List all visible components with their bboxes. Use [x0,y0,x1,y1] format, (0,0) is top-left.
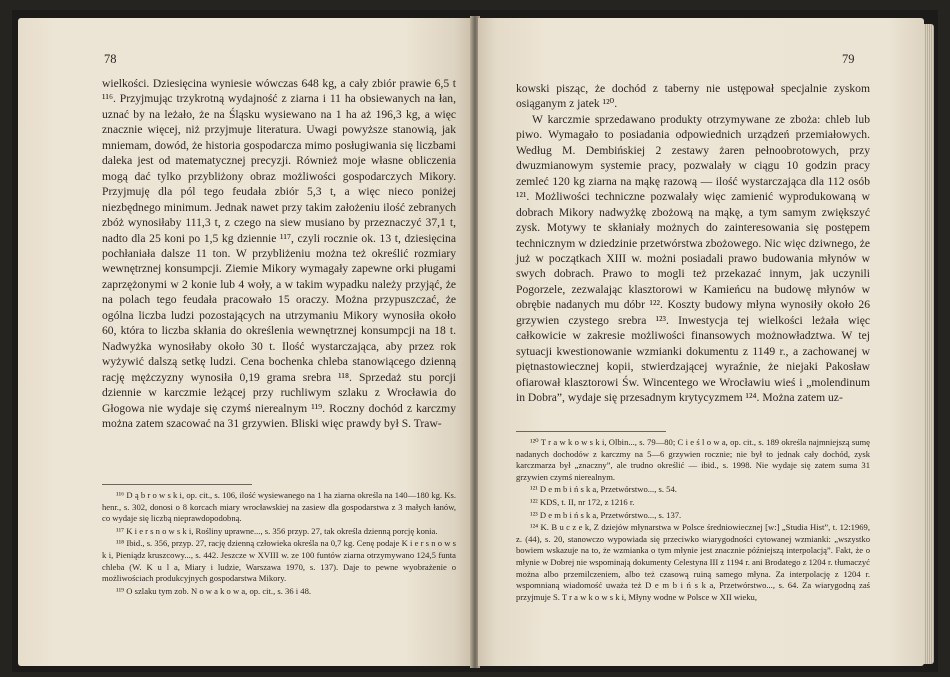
open-book [12,10,938,672]
footnote-122: ¹²² KDS, t. II, nr 172, z 1216 r. [530,496,635,507]
footnote-rule [102,484,252,485]
right-paragraph-1: kowski pisząc, że dochód z taberny nie ustępował specjalnie zyskom osiąganym z jatek ¹²⁰. [516,82,870,111]
footnote-120: ¹²⁰ T r a w k o w s k i, Olbin..., s. 79—80; C i e ś l o w a, op. cit., s. 189 określa najmniejszą sumę nadanych dochodów z karczmy na 5—6 grzywien rocznie; nie był to jednak cały dochód, zysk karczmarza był „znaczny”, ale trudno określić — ibid., s. 1998. Nie wydaje się zatem suma 31 grzywien czymś nierealnym. [516,437,870,482]
footnote-121: ¹²¹ D e m b i ń s k a, Przetwórstwo..., s. 54. [530,484,677,495]
footnote-116: ¹¹⁶ D ą b r o w s k i, op. cit., s. 106, ilość wysiewanego na 1 ha ziarna określa na 140—180 kg. Ks. henr., s. 302, donosi o 8 korcach miary wrocławskiej na zasiew dla gospodarstwa z 3 małych łanów, co wydaje się liczbą nieprawdopodobną. [102,490,456,524]
right-paragraph-2: W karczmie sprzedawano produkty otrzymywane ze zboża: chleb lub piwo. Wymagało to posiadania odpowiednich urządzeń przemiałowych. Według M. Dembińskiej 2 zestawy żaren pełnoobrotowych, przy dwuzmianowym systemie pracy, pozwalały w ciągu 10 godzin pracy zemleć 120 kg ziarna na mąkę razową — ilość wystarczająca dla 112 osób ¹²¹. Możliwości techniczne pozwalały więc zamienić wyprodukowaną w dobrach Mikory nadwyżkę zbożową na mąkę, a tym samym zwiększyć zysk. Motywy te skłaniały możnych do zainteresowania się postępem technicznym w dziedzinie przetwórstwa zbożowego. Nic więc dziwnego, że już w początkach XIII w. możni posiadali prawo budowania młynów w swych dobrach. Prawo to mogli też przekazać innym, jak uczynili Pogorzele, zezwalając klasztorowi w Kamieńcu na budowę młynów w obrębie nadanych mu dóbr ¹²². Koszty budowy młyna wynosiły około 26 grzywien czystego srebra ¹²³. Inwestycja tej wielkości leżała więc całkowicie w zakresie możliwości finansowych możnowładztwa. W tej sytuacji kwestionowanie wzmianki dokumentu z 1149 r., a zachowanej w piętnastowiecznej kopii, stwierdzającej wyraźnie, że niejaki Pakosław ofiarował klasztorowi Św. Wincentego we Wrocławiu wieś i „molendinum in Dobra”, wydaje się przesadnym krytycyzmem ¹²⁴. Można zatem uz- [516,112,870,405]
left-page [18,18,473,666]
footnote-rule [516,431,666,432]
left-footnotes [102,484,456,598]
page-number-right: 79 [842,52,855,66]
right-body-text [516,81,870,406]
footnote-123: ¹²³ D e m b i ń s k a, Przetwórstwo..., s. 137. [530,509,682,520]
footnote-119: ¹¹⁹ O szlaku tym zob. N o w a k o w a, op. cit., s. 36 i 48. [116,585,312,596]
right-page [478,18,924,666]
footnote-118: ¹¹⁸ Ibid., s. 356, przyp. 27, rację dzienną człowieka określa na 0,7 kg. Cenę podaje K i e r s n o w s k i, Pieniądz kruszcowy..., s. 442. Jeszcze w XVIII w. ze 100 funtów ziarna otrzymywano 124,5 funta chleba (W. K u l a, Miary i ludzie, Warszawa 1970, s. 137). Daje to pewne wyobrażenie o możliwościach produkcyjnych gospodarstwa Mikory. [102,538,456,584]
left-body-text [102,76,456,431]
right-footnotes [516,431,870,604]
page-number-left: 78 [104,52,117,66]
footnote-117: ¹¹⁷ K i e r s n o w s k i, Rośliny uprawne..., s. 356 przyp. 27, tak określa dzienną porcję konia. [116,525,438,536]
footnote-124: ¹²⁴ K. B u c z e k, Z dziejów młynarstwa w Polsce średniowiecznej [w:] „Studia Hist”, t. 12:1969, z. (44), s. 20, stanowczo wypowiada się przeciwko wiarygodności cytowanej wzmianki: „wszystko bowiem wskazuje na to, że wzmianka o tym młynie jest znacznie późniejszą interpolacją”. Fakt, że o młynie w Dobrej nie wspominają dokumenty Celestyna III z 1194 r. ani Brodatego z 1204 r. tłumaczyć można albo przemilczeniem, albo też czasową ruiną samego młyna. Za interpolację z 1204 r. wspomnianą wiadomość uważa też D e m b i ń s k a, Przetwórstwo..., s. 64. Za wiarygodną zaś przyjmuje S. T r a w k o w s k i, Młyny wodne w Polsce w XII wieku, [516,522,870,602]
left-paragraph-1: wielkości. Dziesięcina wyniesie wówczas 648 kg, a cały zbiór prawie 6,5 t ¹¹⁶. Przyjmując trzykrotną wydajność z ziarna i 11 ha obsiewanych na łan, uznać by na leżało, że na Śląsku wysiewano na 1 ha aż 196,3 kg, a więc znacznie więcej, niż przyjmuje literatura. Uwagi powyższe stanowią, jak mniemam, dowód, że historia gospodarcza mimo posługiwania się liczbami daleka jest od matematycznej precyzji. Również moje własne obliczenia mogą dać tylko przybliżony obraz możliwości gospodarczych Mikory. Przyjmuję dla pól tego feudała zbiór 5,3 t, a więc nieco poniżej niezbędnego minimum. Jednak nawet przy takim założeniu ilość zebranych zbóż wynosiłaby 111,3 t, z czego na siew musiano by przeznaczyć 37,1 t, nadto dla 25 koni po 1,5 kg dziennie ¹¹⁷, czyli rocznie ok. 13 t, dziesięcina pochłaniała dalsze 11 ton. W przybliżeniu można też określić rozmiary wewnętrznej konsumpcji. Ziemie Mikory wymagały zapewne orki pługami zaprzężonymi w 2 konie lub 4 woły, a w takim wypadku należy przyjąć, że na polach tego feudała pracowało 15 oraczy. Można przypuszczać, że ogólna liczba ludzi pozostających na utrzymaniu Mikory wynosiła około 60, która to liczba skłania do określenia wewnętrznej konsumpcji na 18 t. Nadwyżka wynosiłaby około 30 t. Ilość wystarczająca, aby przez rok wyżywić dalszą setkę ludzi. Cena bochenka chleba stanowiącego dzienną rację mężczyzny wynosiła 0,19 grama srebra ¹¹⁸. Sprzedaż stu porcji dziennie w karczmie leżącej przy ruchliwym szlaku z Wrocławia do Głogowa nie wydaje się czymś nierealnym ¹¹⁹. Roczny dochód z karczmy można zatem szacować na 31 grzywien. Bliski więc prawdy był S. Traw- [102,77,456,430]
